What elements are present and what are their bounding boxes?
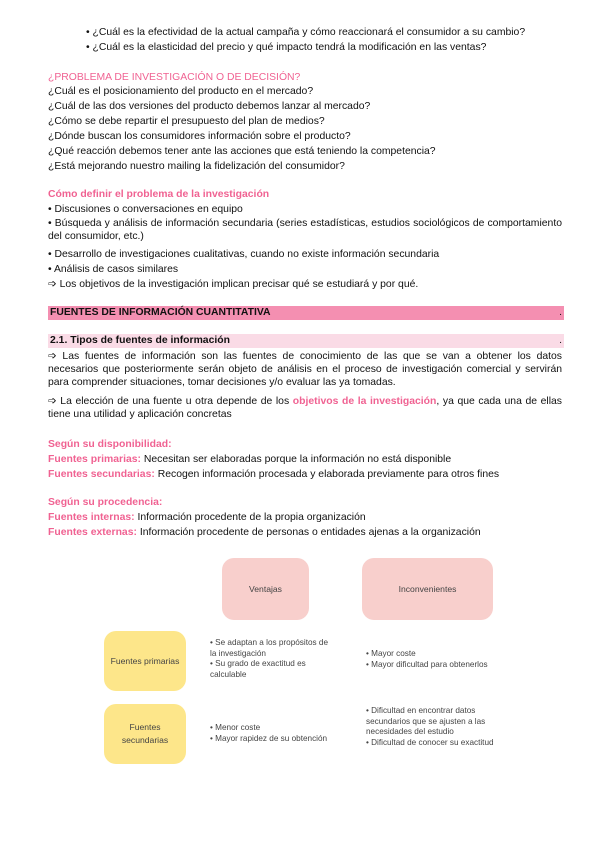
define-item: • Desarrollo de investigaciones cualitativas, cuando no existe información secundaria (48, 249, 440, 260)
cell-line: • Mayor dificultad para obtenerlos (366, 659, 488, 669)
problem-question: ¿Cómo se debe repartir el presupuesto del plan de medios? (48, 116, 325, 127)
subsection-mark: . (559, 335, 562, 346)
cell-line: • Se adaptan a los propósitos de (210, 638, 329, 647)
secondary-advantages (210, 723, 327, 744)
problem-question: ¿Cuál es el posicionamiento del producto en el mercado? (48, 86, 314, 97)
col-header-inconvenientes: Inconvenientes (362, 558, 493, 620)
bullet-campaign: • ¿Cuál es la efectividad de la actual campaña y cómo reaccionará el consumidor a su cambio? (86, 27, 526, 38)
cell-line: • Su grado de exactitud es (210, 659, 306, 668)
section-bar (48, 306, 564, 320)
problem-question: ¿Cuál de las dos versiones del producto debemos lanzar al mercado? (48, 101, 371, 112)
define-heading: Cómo definir el problema de la investigación (48, 189, 270, 200)
secondary-sources-line (48, 468, 499, 481)
bullet-elasticity: • ¿Cuál es la elasticidad del precio y qué impacto tendrá la modificación en las ventas? (86, 42, 487, 53)
primary-advantages (210, 638, 328, 680)
define-item: ➩ Los objetivos de la investigación implican precisar qué se estudiará y por qué. (48, 279, 419, 290)
paragraph-choice-start: ➩ La elección de una fuente u otra depende de los (48, 396, 293, 407)
col-header-ventajas: Ventajas (222, 558, 309, 620)
primary-sources-label: Fuentes primarias: (48, 454, 141, 465)
cell-line: la investigación (210, 648, 266, 658)
paragraph-choice (48, 395, 562, 421)
define-item: • Discusiones o conversaciones en equipo (48, 204, 243, 215)
internal-sources-text: Información procedente de la propia organización (134, 512, 366, 523)
internal-sources-label: Fuentes internas: (48, 512, 135, 523)
problem-question: ¿Está mejorando nuestro mailing la fidelización del consumidor? (48, 161, 345, 172)
subsection-bar (48, 334, 564, 348)
cell-line: secundarios que se ajusten a las (366, 716, 486, 726)
primary-disadvantages (366, 649, 488, 670)
secondary-sources-label: Fuentes secundarias: (48, 469, 155, 480)
external-sources-text: Información procedente de personas o entidades ajenas a la organización (136, 527, 481, 538)
problem-heading: ¿PROBLEMA DE INVESTIGACIÓN O DE DECISIÓN? (48, 72, 301, 83)
cell-line: • Dificultad en encontrar datos (366, 706, 476, 715)
paragraph-choice-end: , ya que cada una de ellas tiene una utilidad y aplicación concretas (48, 396, 562, 420)
cell-line: necesidades del estudio (366, 727, 454, 736)
internal-sources-line (48, 511, 366, 524)
subsection-title: 2.1. Tipos de fuentes de información (50, 335, 230, 346)
secondary-sources-text: Recogen información procesada y elaborada previamente para otros fines (154, 469, 500, 480)
paragraph-sources: ➩ Las fuentes de información son las fuentes de conocimiento de las que se van a obtener los datos necesarios que posteriormente serán objeto de análisis en el proceso de investigación comercial y servirán para comprender situaciones, tomar decisiones y/o evaluar las ya tomadas. (48, 351, 562, 388)
section-mark: . (559, 307, 562, 318)
define-item: • Búsqueda y análisis de información secundaria (series estadísticas, estudios sociológicos de comportamiento del consumidor, etc.) (48, 218, 562, 242)
row-label-secundarias: Fuentes secundarias (104, 704, 186, 764)
cell-line: • Dificultad de conocer su exactitud (366, 737, 494, 747)
external-sources-line (48, 526, 481, 539)
cell-line: calculable (210, 669, 247, 679)
external-sources-label: Fuentes externas: (48, 527, 137, 538)
secondary-disadvantages (366, 706, 494, 748)
cell-line: • Menor coste (210, 723, 261, 732)
define-item: • Análisis de casos similares (48, 264, 179, 275)
origin-heading: Según su procedencia: (48, 497, 163, 508)
primary-sources-text: Necesitan ser elaboradas porque la información no está disponible (140, 454, 452, 465)
cell-line: • Mayor rapidez de su obtención (210, 733, 328, 743)
cell-line: • Mayor coste (366, 649, 416, 658)
availability-heading: Según su disponibilidad: (48, 439, 172, 450)
problem-question: ¿Qué reacción debemos tener ante las acciones que está teniendo la competencia? (48, 146, 436, 157)
objectives-highlight: objetivos de la investigación (292, 396, 437, 407)
section-title: FUENTES DE INFORMACIÓN CUANTITATIVA (50, 307, 271, 318)
problem-question: ¿Dónde buscan los consumidores información sobre el producto? (48, 131, 351, 142)
row-label-primarias: Fuentes primarias (104, 631, 186, 691)
primary-sources-line (48, 453, 451, 466)
